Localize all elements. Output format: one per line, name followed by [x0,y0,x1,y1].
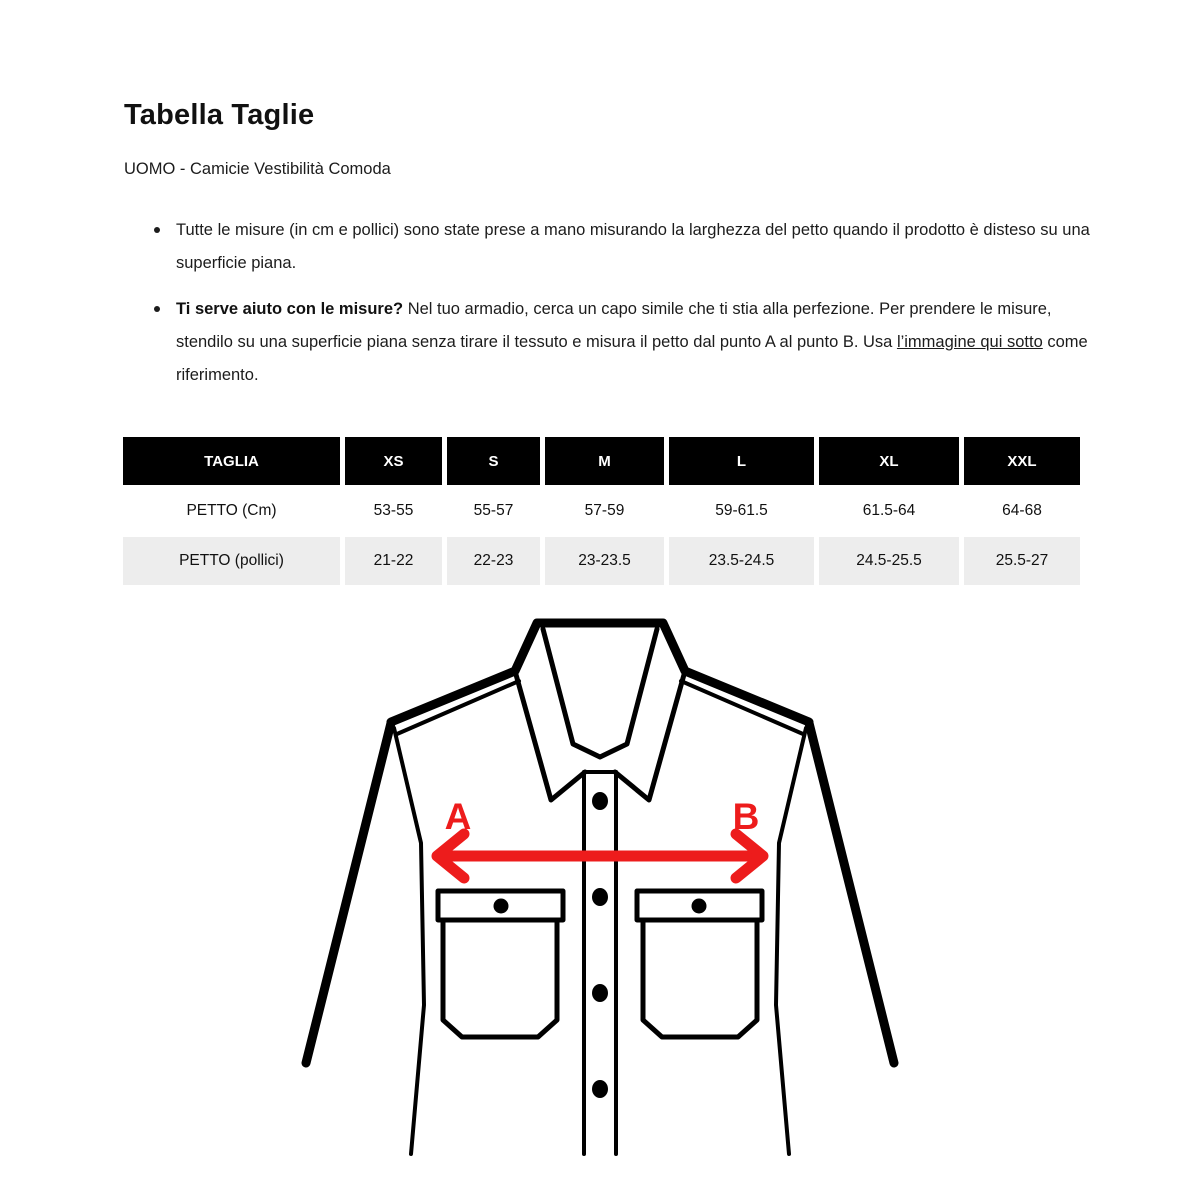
shirt-left-pocket-body [443,920,557,1037]
shirt-right-sleeve [809,723,894,1063]
header-cell-xxl: XXL [964,437,1080,485]
header-cell-m: M [545,437,664,485]
button-icon [592,792,608,810]
cell-petto-cm-xxl: 64-68 [964,487,1080,535]
button-icon [592,888,608,906]
cell-petto-pollici-xs: 21-22 [345,537,442,585]
shirt-collar-inner [543,629,657,757]
shirt-right-collar-leaf [615,671,685,800]
note-help-text: Nel tuo armadio, cerca un capo simile che ti stia alla perfezione. Per prendere le misure, stendilo su una superficie piana senza tirare il tessuto e misura il petto dal punto A al punto B. Usa [176,300,1052,351]
point-a-label: A [444,796,472,837]
shirt-shoulder-collar-outline [391,623,809,722]
cell-petto-pollici-s: 22-23 [447,537,540,585]
page-subtitle: UOMO - Camicie Vestibilità Comoda [124,160,391,178]
shirt-left-side [394,728,424,1154]
shirt-placket-buttons [592,792,608,1098]
header-cell-l: L [669,437,814,485]
note-measurements-text: Tutte le misure (in cm e pollici) sono state prese a mano misurando la larghezza del petto quando il prodotto è disteso su una superficie piana. [176,221,1090,272]
note-help-end: come riferimento. [176,333,1088,384]
header-cell-xs: XS [345,437,442,485]
header-cell-s: S [447,437,540,485]
cell-petto-cm-xl: 61.5-64 [819,487,959,535]
cell-petto-pollici-m: 23-23.5 [545,537,664,585]
left-pocket-button-icon [494,899,509,914]
point-b-label: B [732,796,760,837]
cell-petto-cm-s: 55-57 [447,487,540,535]
header-cell-xl: XL [819,437,959,485]
right-pocket-button-icon [692,899,707,914]
cell-petto-cm-m: 57-59 [545,487,664,535]
cell-petto-pollici-l: 23.5-24.5 [669,537,814,585]
image-reference-link[interactable]: l’immagine qui sotto [896,333,1043,351]
page-title: Tabella Taglie [124,99,315,131]
button-icon [592,984,608,1002]
shirt-right-side [776,728,806,1154]
measure-arrow [437,834,763,878]
cell-petto-cm-l: 59-61.5 [669,487,814,535]
row-label-petto-cm: PETTO (Cm) [123,487,340,535]
row-label-petto-pollici: PETTO (pollici) [123,537,340,585]
shirt-left-sleeve [306,723,391,1063]
cell-petto-cm-xs: 53-55 [345,487,442,535]
cell-petto-pollici-xxl: 25.5-27 [964,537,1080,585]
shirt-right-pocket-body [643,920,757,1037]
shirt-left-collar-leaf [515,671,585,800]
cell-petto-pollici-xl: 24.5-25.5 [819,537,959,585]
header-cell-taglia: TAGLIA [123,437,340,485]
note-help-lead: Ti serve aiuto con le misure? [176,300,404,318]
button-icon [592,1080,608,1098]
